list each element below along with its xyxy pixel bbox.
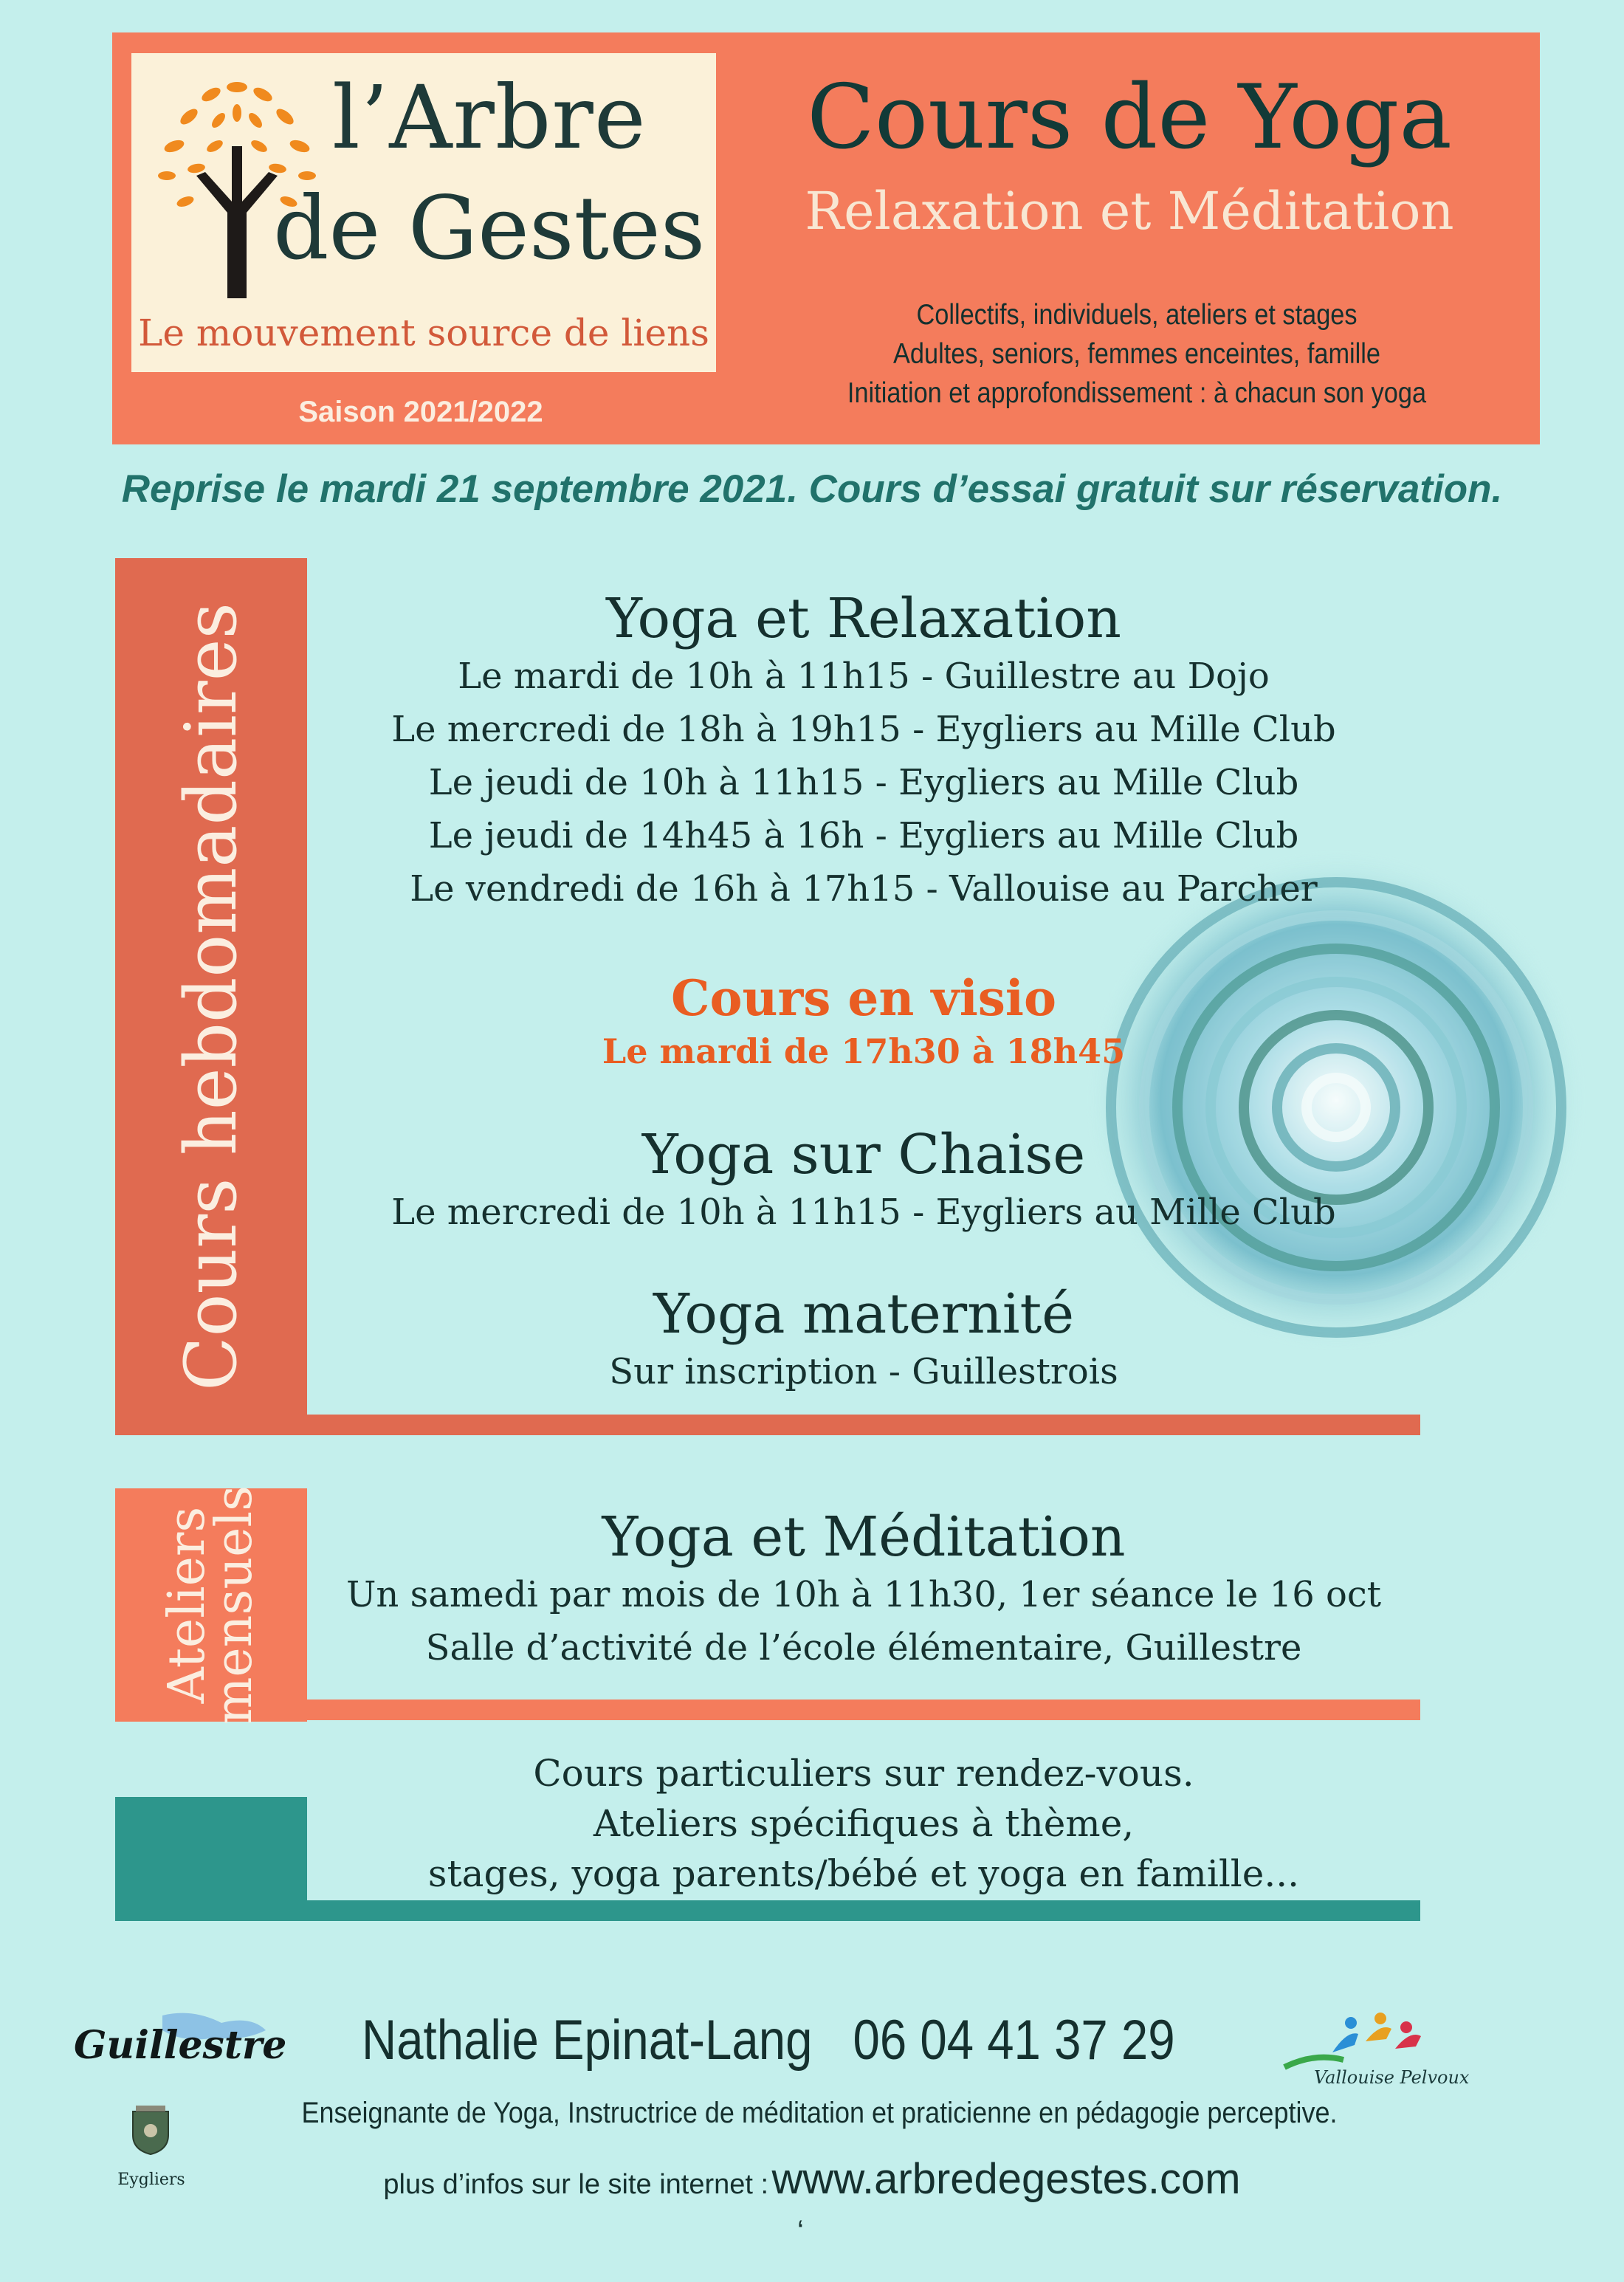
intro-text: [799, 295, 1474, 413]
weekly-underline: [115, 1415, 1420, 1435]
monthly-label-line2: mensuels: [205, 1485, 264, 1725]
schedule-line: Un samedi par mois de 10h à 11h30, 1er séance le 16 oct: [345, 1574, 1382, 1615]
logo-tagline: Le mouvement source de liens: [138, 312, 709, 354]
website-prefix: plus d’infos sur le site internet :: [383, 2169, 769, 2200]
info-line: Ateliers spécifiques à thème,: [593, 1802, 1135, 1845]
season-label: Saison 2021/2022: [298, 396, 543, 428]
logo-title-line1: l’Arbre: [332, 66, 647, 168]
particular-block: [310, 1748, 1417, 1899]
schedule-line: Le jeudi de 10h à 11h15 - Eygliers au Mille Club: [428, 762, 1299, 803]
schedule-line: Le mardi de 17h30 à 18h45: [602, 1031, 1126, 1071]
yoga-meditation-block: [310, 1506, 1417, 1674]
particular-underline: [115, 1900, 1420, 1921]
yoga-chaise-block: [310, 1124, 1417, 1239]
reprise-announcement: Reprise le mardi 21 septembre 2021. Cours d’essai gratuit sur réservation.: [121, 467, 1503, 511]
schedule-line: Le vendredi de 16h à 17h15 - Vallouise au Parcher: [410, 868, 1318, 910]
eygliers-crest-icon: [130, 2104, 171, 2156]
info-line: Cours particuliers sur rendez-vous.: [533, 1752, 1194, 1795]
schedule-line: Le mercredi de 10h à 11h15 - Eygliers au Mille Club: [391, 1192, 1336, 1233]
contact-line: [362, 2008, 1175, 2072]
guillestre-logo-text: Guillestre: [74, 2023, 287, 2068]
weekly-label-text: Cours hebdomadaires: [170, 602, 252, 1391]
schedule-line: Le jeudi de 14h45 à 16h - Eygliers au Mille Club: [428, 815, 1299, 856]
page-title: Cours de Yoga: [807, 66, 1452, 169]
schedule-line: Salle d’activité de l’école élémentaire, Guillestre: [425, 1627, 1302, 1668]
visio-block: [310, 967, 1417, 1073]
vallouise-logo-text: Vallouise Pelvoux: [1314, 2067, 1470, 2088]
monthly-label: [115, 1485, 307, 1725]
monthly-label-line1: Ateliers: [158, 1506, 216, 1704]
contact-phone: 06 04 41 37 29: [853, 2009, 1175, 2072]
schedule-line: Sur inscription - Guillestrois: [609, 1351, 1118, 1392]
profession-line: Enseignante de Yoga, Instructrice de méditation et praticienne en pédagogie perceptive.: [301, 2097, 1338, 2129]
logo-title-line2: de Gestes: [273, 177, 706, 279]
intro-line: Collectifs, individuels, ateliers et stages: [916, 299, 1358, 331]
schedule-line: Le mardi de 10h à 11h15 - Guillestre au Dojo: [458, 656, 1270, 697]
eygliers-label: Eygliers: [117, 2171, 185, 2189]
weekly-label: [115, 558, 307, 1435]
monthly-label-text: [158, 1485, 264, 1725]
intro-line: Initiation et approfondissement : à chacun son yoga: [847, 377, 1427, 409]
schedule-line: Le mercredi de 18h à 19h15 - Eygliers au Mille Club: [391, 709, 1336, 750]
monthly-underline: [115, 1700, 1420, 1720]
yoga-maternite-block: [310, 1283, 1417, 1398]
contact-name: Nathalie Epinat-Lang: [362, 2009, 813, 2072]
section-heading: Yoga et Méditation: [602, 1505, 1126, 1569]
intro-line: Adultes, seniors, femmes enceintes, famille: [893, 338, 1380, 370]
section-heading: Cours en visio: [670, 969, 1057, 1027]
stray-mark: ‘: [797, 2215, 804, 2247]
website-link[interactable]: www.arbredegestes.com: [771, 2155, 1241, 2203]
spiral-image: [1078, 842, 1594, 1358]
yoga-relaxation-block: [310, 588, 1417, 915]
section-heading: Yoga sur Chaise: [641, 1123, 1086, 1186]
page-subtitle: Relaxation et Méditation: [805, 181, 1454, 241]
section-heading: Yoga maternité: [653, 1282, 1075, 1346]
section-heading: Yoga et Relaxation: [606, 587, 1121, 650]
info-line: stages, yoga parents/bébé et yoga en famille...: [427, 1852, 1300, 1895]
website-line: [221, 2154, 1403, 2204]
